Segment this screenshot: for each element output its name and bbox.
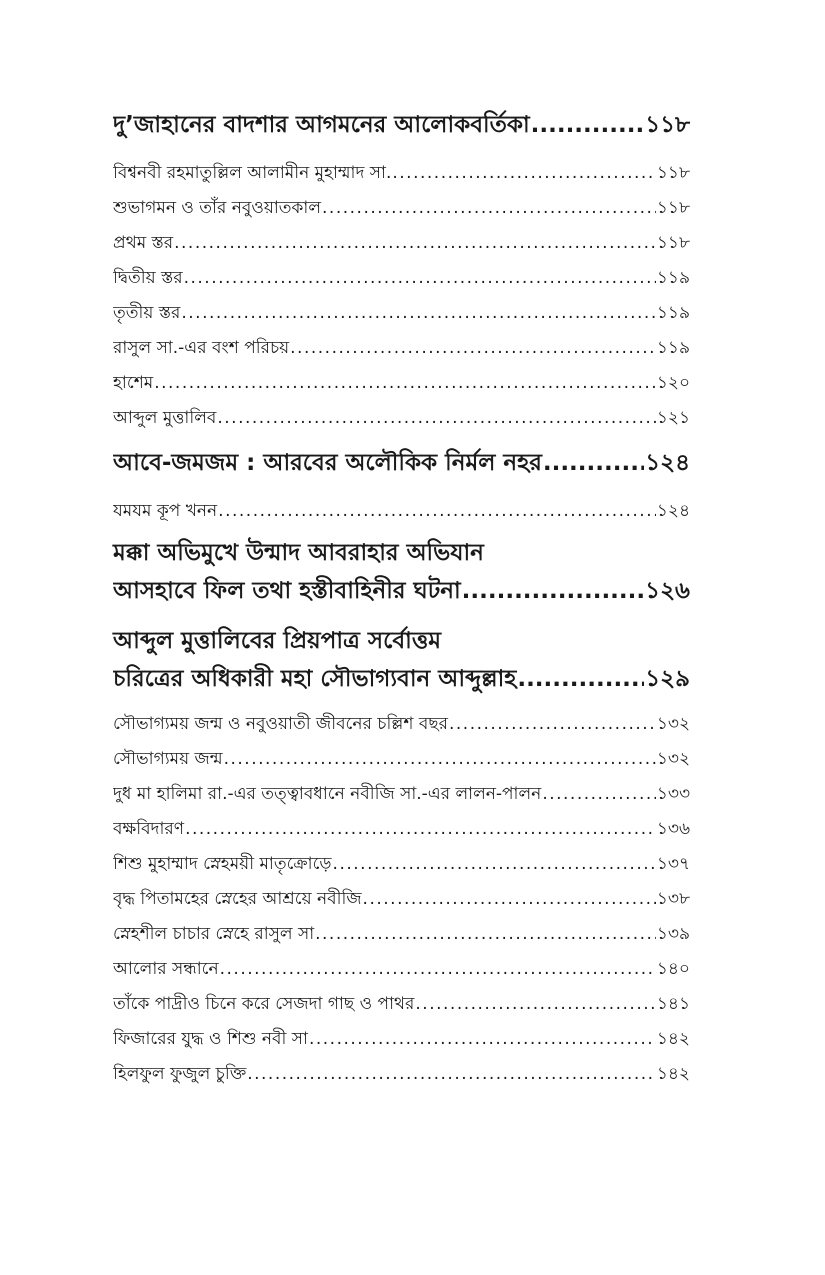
entry-title: হাশেম <box>113 373 154 393</box>
toc-entry <box>113 494 690 529</box>
leader-dots <box>181 296 656 331</box>
section-heading <box>113 102 690 148</box>
entry-title: তাঁকে পাদ্রীও চিনে করে সেজদা গাছ ও পাথর <box>113 994 415 1014</box>
entry-title: বক্ষবিদারণ <box>113 819 185 839</box>
entry-title: হিলফুল ফুজুল চুক্তি <box>113 1064 247 1084</box>
page-number: ১১৯ <box>656 268 690 288</box>
toc-entry <box>113 401 690 436</box>
heading-title: আবে-জমজম : আরবের অলৌকিক নির্মল নহর <box>113 450 542 476</box>
leader-dots <box>322 191 656 226</box>
section-heading <box>113 440 690 486</box>
toc-entry <box>113 882 690 917</box>
page-number: ১৩৯ <box>656 924 690 944</box>
page-number: ১১৮ <box>645 112 690 138</box>
toc-entry <box>113 987 690 1022</box>
leader-dots <box>290 331 656 366</box>
entry-title: আব্দুল মুত্তালিব <box>113 408 217 428</box>
entry-title: যমযম কূপ খনন <box>113 501 218 521</box>
leader-dots <box>174 226 656 261</box>
toc-entry <box>113 847 690 882</box>
entry-title: রাসুল সা.-এর বংশ পরিচয় <box>113 338 290 358</box>
table-of-contents <box>113 100 690 1092</box>
entry-title: দ্বিতীয় স্তর <box>113 268 183 288</box>
leader-dots <box>309 1022 656 1057</box>
leader-dots <box>363 882 656 917</box>
entry-title: প্রথম স্তর <box>113 233 174 253</box>
section-heading <box>113 535 690 611</box>
leader-dots <box>462 571 645 611</box>
page-number: ১১৯ <box>656 303 690 323</box>
page-number: ১৪২ <box>656 1064 690 1084</box>
toc-entry <box>113 1022 690 1057</box>
toc-entry <box>113 952 690 987</box>
leader-dots <box>543 440 644 486</box>
page-number: ১২৪ <box>656 501 690 521</box>
page-number: ১২০ <box>656 373 690 393</box>
leader-dots <box>247 1057 656 1092</box>
heading-title: দু’জাহানের বাদশার আগমনের আলোকবর্তিকা <box>113 112 530 138</box>
leader-dots <box>154 366 656 401</box>
entry-title: তৃতীয় স্তর <box>113 303 181 323</box>
page-number: ১৩৩ <box>656 784 690 804</box>
leader-dots <box>220 952 656 987</box>
leader-dots <box>415 987 656 1022</box>
page-number: ১১৯ <box>656 338 690 358</box>
page-number: ১৩৭ <box>656 854 690 874</box>
entry-title: সৌভাগ্যময় জন্ম <box>113 749 223 769</box>
leader-dots <box>542 777 656 812</box>
entry-title: দুধ মা হালিমা রা.-এর তত্ত্বাবধানে নবীজি সা.-এর লালন-পালন <box>113 784 542 804</box>
toc-entry <box>113 742 690 777</box>
entry-title: শুভাগমন ও তাঁর নবুওয়াতকাল <box>113 198 322 218</box>
heading-title-line: আব্দুল মুত্তালিবের প্রিয়পাত্র সর্বোত্তম <box>113 628 442 654</box>
page-number: ১১৮ <box>656 163 690 183</box>
section-heading <box>113 623 690 699</box>
leader-dots <box>449 707 656 742</box>
page-number: ১১৮ <box>656 233 690 253</box>
page-number: ১১৮ <box>656 198 690 218</box>
page-number: ১৩৬ <box>656 819 690 839</box>
entry-title: আলোর সন্ধানে <box>113 959 219 979</box>
page-number: ১২৯ <box>645 666 690 692</box>
entry-title: বৃদ্ধ পিতামহের স্নেহের আশ্রয়ে নবীজি <box>113 889 362 909</box>
page-number: ১৪১ <box>656 994 690 1014</box>
leader-dots <box>517 659 644 699</box>
heading-title-line: মক্কা অভিমুখে উন্মাদ আবরাহার অভিযান <box>113 540 484 566</box>
page-number: ১৩৮ <box>656 889 690 909</box>
entry-title: বিশ্বনবী রহমাতুল্লিল আলামীন মুহাম্মাদ সা. <box>113 163 392 183</box>
toc-entry <box>113 191 690 226</box>
leader-dots <box>185 812 656 847</box>
leader-dots <box>218 494 656 529</box>
toc-entry <box>113 366 690 401</box>
leader-dots <box>217 401 656 436</box>
toc-entry <box>113 156 690 191</box>
leader-dots <box>531 102 645 148</box>
entry-title: সৌভাগ্যময় জন্ম ও নবুওয়াতী জীবনের চল্লিশ বছর <box>113 714 448 734</box>
toc-entry <box>113 812 690 847</box>
page-number: ১৩২ <box>656 714 690 734</box>
toc-entry <box>113 917 690 952</box>
toc-entry <box>113 331 690 366</box>
leader-dots <box>333 847 656 882</box>
leader-dots <box>224 742 656 777</box>
toc-entry <box>113 707 690 742</box>
heading-title-line: চরিত্রের অধিকারী মহা সৌভাগ্যবান আব্দুল্লাহ <box>113 666 517 692</box>
page-number: ১২৪ <box>645 450 690 476</box>
page-number: ১৪০ <box>656 959 690 979</box>
toc-entry <box>113 261 690 296</box>
page-number: ১৪২ <box>656 1029 690 1049</box>
leader-dots <box>315 917 656 952</box>
page-number: ১২৬ <box>645 578 690 604</box>
toc-entry <box>113 777 690 812</box>
toc-entry <box>113 296 690 331</box>
entry-title: ফিজারের যুদ্ধ ও শিশু নবী সা <box>113 1029 308 1049</box>
page-number: ১৩২ <box>656 749 690 769</box>
leader-dots <box>184 261 656 296</box>
entry-title: স্নেহশীল চাচার স্নেহে রাসুল সা <box>113 924 315 944</box>
heading-title-line: আসহাবে ফিল তথা হস্তীবাহিনীর ঘটনা <box>113 578 461 604</box>
entry-title: শিশু মুহাম্মাদ স্নেহময়ী মাতৃক্রোড়ে <box>113 854 332 874</box>
heading-last-line <box>113 571 690 611</box>
toc-entry <box>113 1057 690 1092</box>
leader-dots <box>392 156 656 191</box>
page-number: ১২১ <box>656 408 690 428</box>
toc-entry <box>113 226 690 261</box>
heading-last-line <box>113 659 690 699</box>
